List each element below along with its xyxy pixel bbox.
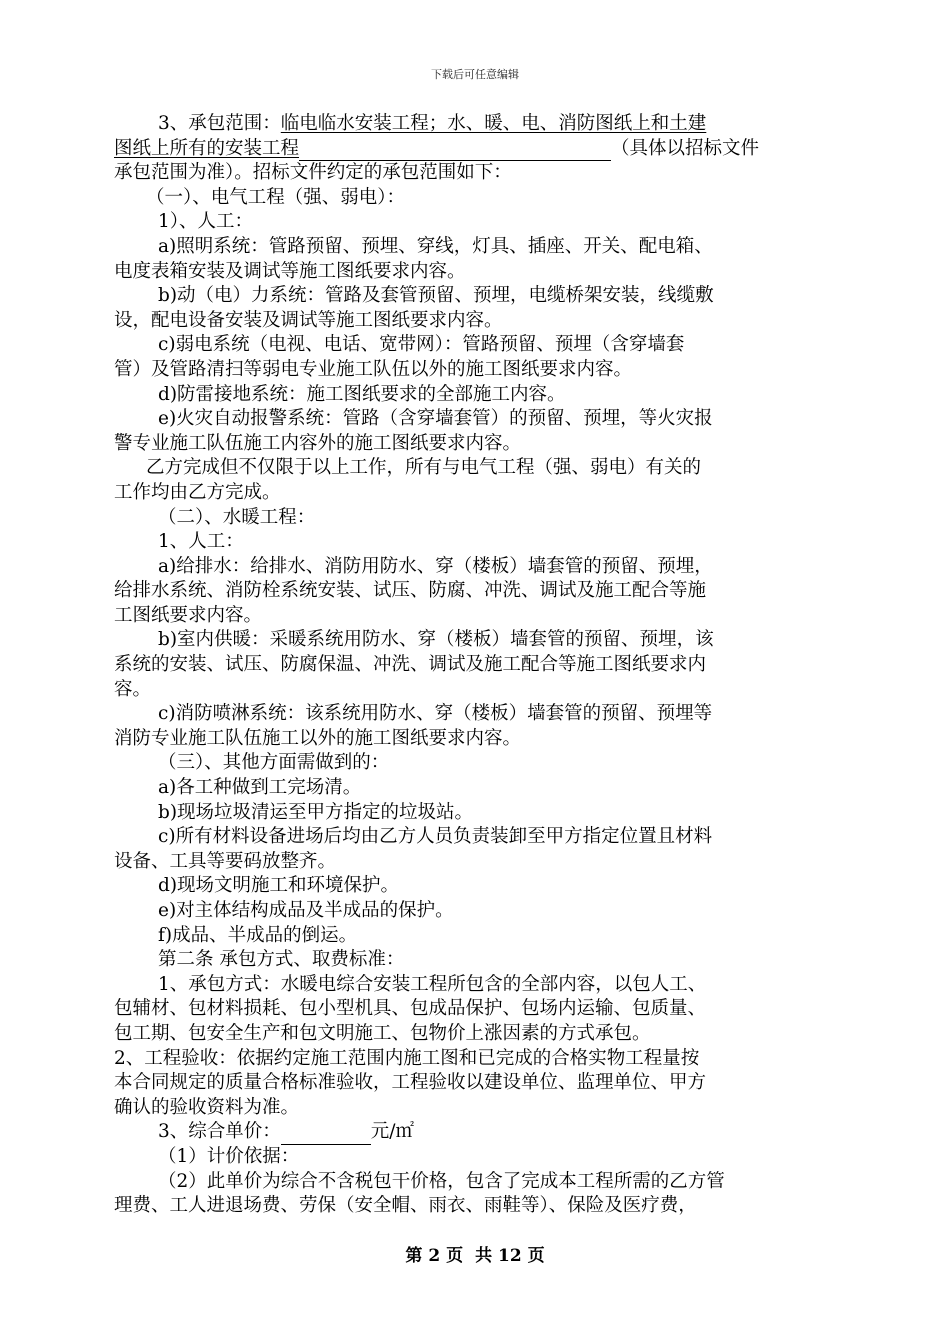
document-body [114, 112, 836, 1219]
paragraph: 1、人工： [158, 531, 244, 553]
paragraph: 警专业施工队伍施工内容外的施工图纸要求内容。 [114, 432, 522, 454]
paragraph: c)所有材料设备进场后均由乙方人员负责装卸至甲方指定位置且材料 [158, 826, 713, 848]
section-title: （一）、电气工程（强、弱电）： [146, 186, 406, 208]
paragraph: 设备、工具等要码放整齐。 [114, 850, 337, 872]
scope-blank [299, 140, 611, 161]
scope-underlined-2: 图纸上所有的安装工程 [114, 137, 300, 159]
scope-line-2 [114, 137, 836, 162]
paragraph: d)现场文明施工和环境保护。 [158, 875, 400, 897]
paragraph: （1）计价依据： [158, 1145, 300, 1167]
scope-line-1 [114, 112, 836, 137]
paragraph: e)对主体结构成品及半成品的保护。 [158, 900, 454, 921]
paragraph: 工作均由乙方完成。 [114, 481, 281, 503]
paragraph: 管）及管路清扫等弱电专业施工队伍以外的施工图纸要求内容。 [114, 358, 633, 380]
paragraph: 系统的安装、试压、防腐保温、冲洗、调试及施工配合等施工图纸要求内 [114, 654, 707, 676]
paragraph: b)室内供暖：采暖系统用防水、穿（楼板）墙套管的预留、预埋，该 [158, 629, 714, 651]
paragraph: e)火灾自动报警系统：管路（含穿墙套管）的预留、预埋，等火灾报 [158, 408, 713, 430]
unit-price-line [114, 1120, 836, 1145]
paragraph: 1、承包方式：水暖电综合安装工程所包含的全部内容，以包人工、 [158, 973, 707, 995]
paragraph: 消防专业施工队伍施工以外的施工图纸要求内容。 [114, 727, 522, 749]
paragraph: 确认的验收资料为准。 [114, 1096, 300, 1118]
paragraph: 1）、人工： [158, 211, 254, 233]
unit-price-label: 3、综合单价： [158, 1121, 281, 1143]
page-number: 第 2 页 [405, 1246, 464, 1266]
scope-label: 3、承包范围： [158, 113, 281, 134]
scope-tail: （具体以招标文件 [611, 137, 760, 159]
paragraph: 包工期、包安全生产和包文明施工、包物价上涨因素的方式承包。 [114, 1022, 651, 1044]
paragraph: 2、工程验收：依据约定施工范围内施工图和已完成的合格实物工程量按 [114, 1047, 700, 1069]
paragraph: 工图纸要求内容。 [114, 604, 263, 626]
paragraph: d)防雷接地系统：施工图纸要求的全部施工内容。 [158, 383, 566, 405]
paragraph: 设，配电设备安装及调试等施工图纸要求内容。 [114, 309, 503, 331]
article-title: 第二条 承包方式、取费标准： [158, 949, 405, 971]
unit-price-blank [281, 1124, 371, 1145]
paragraph: 本合同规定的质量合格标准验收，工程验收以建设单位、监理单位、甲方 [114, 1072, 707, 1094]
paragraph: 包辅材、包材料损耗、包小型机具、包成品保护、包场内运输、包质量、 [114, 998, 707, 1020]
paragraph: a)各工种做到工完场清。 [158, 777, 362, 799]
paragraph: 乙方完成但不仅限于以上工作，所有与电气工程（强、弱电）有关的 [146, 457, 702, 479]
scope-underlined-1: 临电临水安装工程；水、暖、电、消防图纸上和土建 [280, 113, 707, 134]
paragraph: b)动（电）力系统：管路及套管预留、预埋，电缆桥架安装，线缆敷 [158, 285, 714, 307]
paragraph: 电度表箱安装及调试等施工图纸要求内容。 [114, 260, 466, 282]
page-header: 下载后可任意编辑 [431, 68, 519, 81]
section-title: （二）、水暖工程： [158, 506, 316, 528]
paragraph: b)现场垃圾清运至甲方指定的垃圾站。 [158, 801, 474, 823]
scope-line-3: 承包范围为准）。招标文件约定的承包范围如下： [114, 162, 512, 184]
unit-price-unit: 元/㎡ [370, 1121, 415, 1143]
paragraph: （2）此单价为综合不含税包干价格，包含了完成本工程所需的乙方管 [158, 1170, 725, 1192]
paragraph: 理费、工人进退场费、劳保（安全帽、雨衣、雨鞋等）、保险及医疗费， [114, 1195, 697, 1217]
paragraph: a)照明系统：管路预留、预埋、穿线，灯具、插座、开关、配电箱、 [158, 235, 713, 257]
paragraph: a)给排水：给排水、消防用防水、穿（楼板）墙套管的预留、预埋， [158, 555, 713, 577]
paragraph: 给排水系统、消防栓系统安装、试压、防腐、冲洗、调试及施工配合等施 [114, 580, 707, 602]
paragraph: 容。 [114, 678, 152, 700]
paragraph: c)弱电系统（电视、电话、宽带网）：管路预留、预埋（含穿墙套 [158, 334, 685, 356]
page-total: 共 12 页 [475, 1246, 545, 1266]
page-footer [0, 1241, 950, 1266]
paragraph: c)消防喷淋系统：该系统用防水、穿（楼板）墙套管的预留、预埋等 [158, 703, 713, 725]
paragraph: f)成品、半成品的倒运。 [158, 924, 358, 946]
section-title: （三）、其他方面需做到的： [158, 752, 390, 774]
